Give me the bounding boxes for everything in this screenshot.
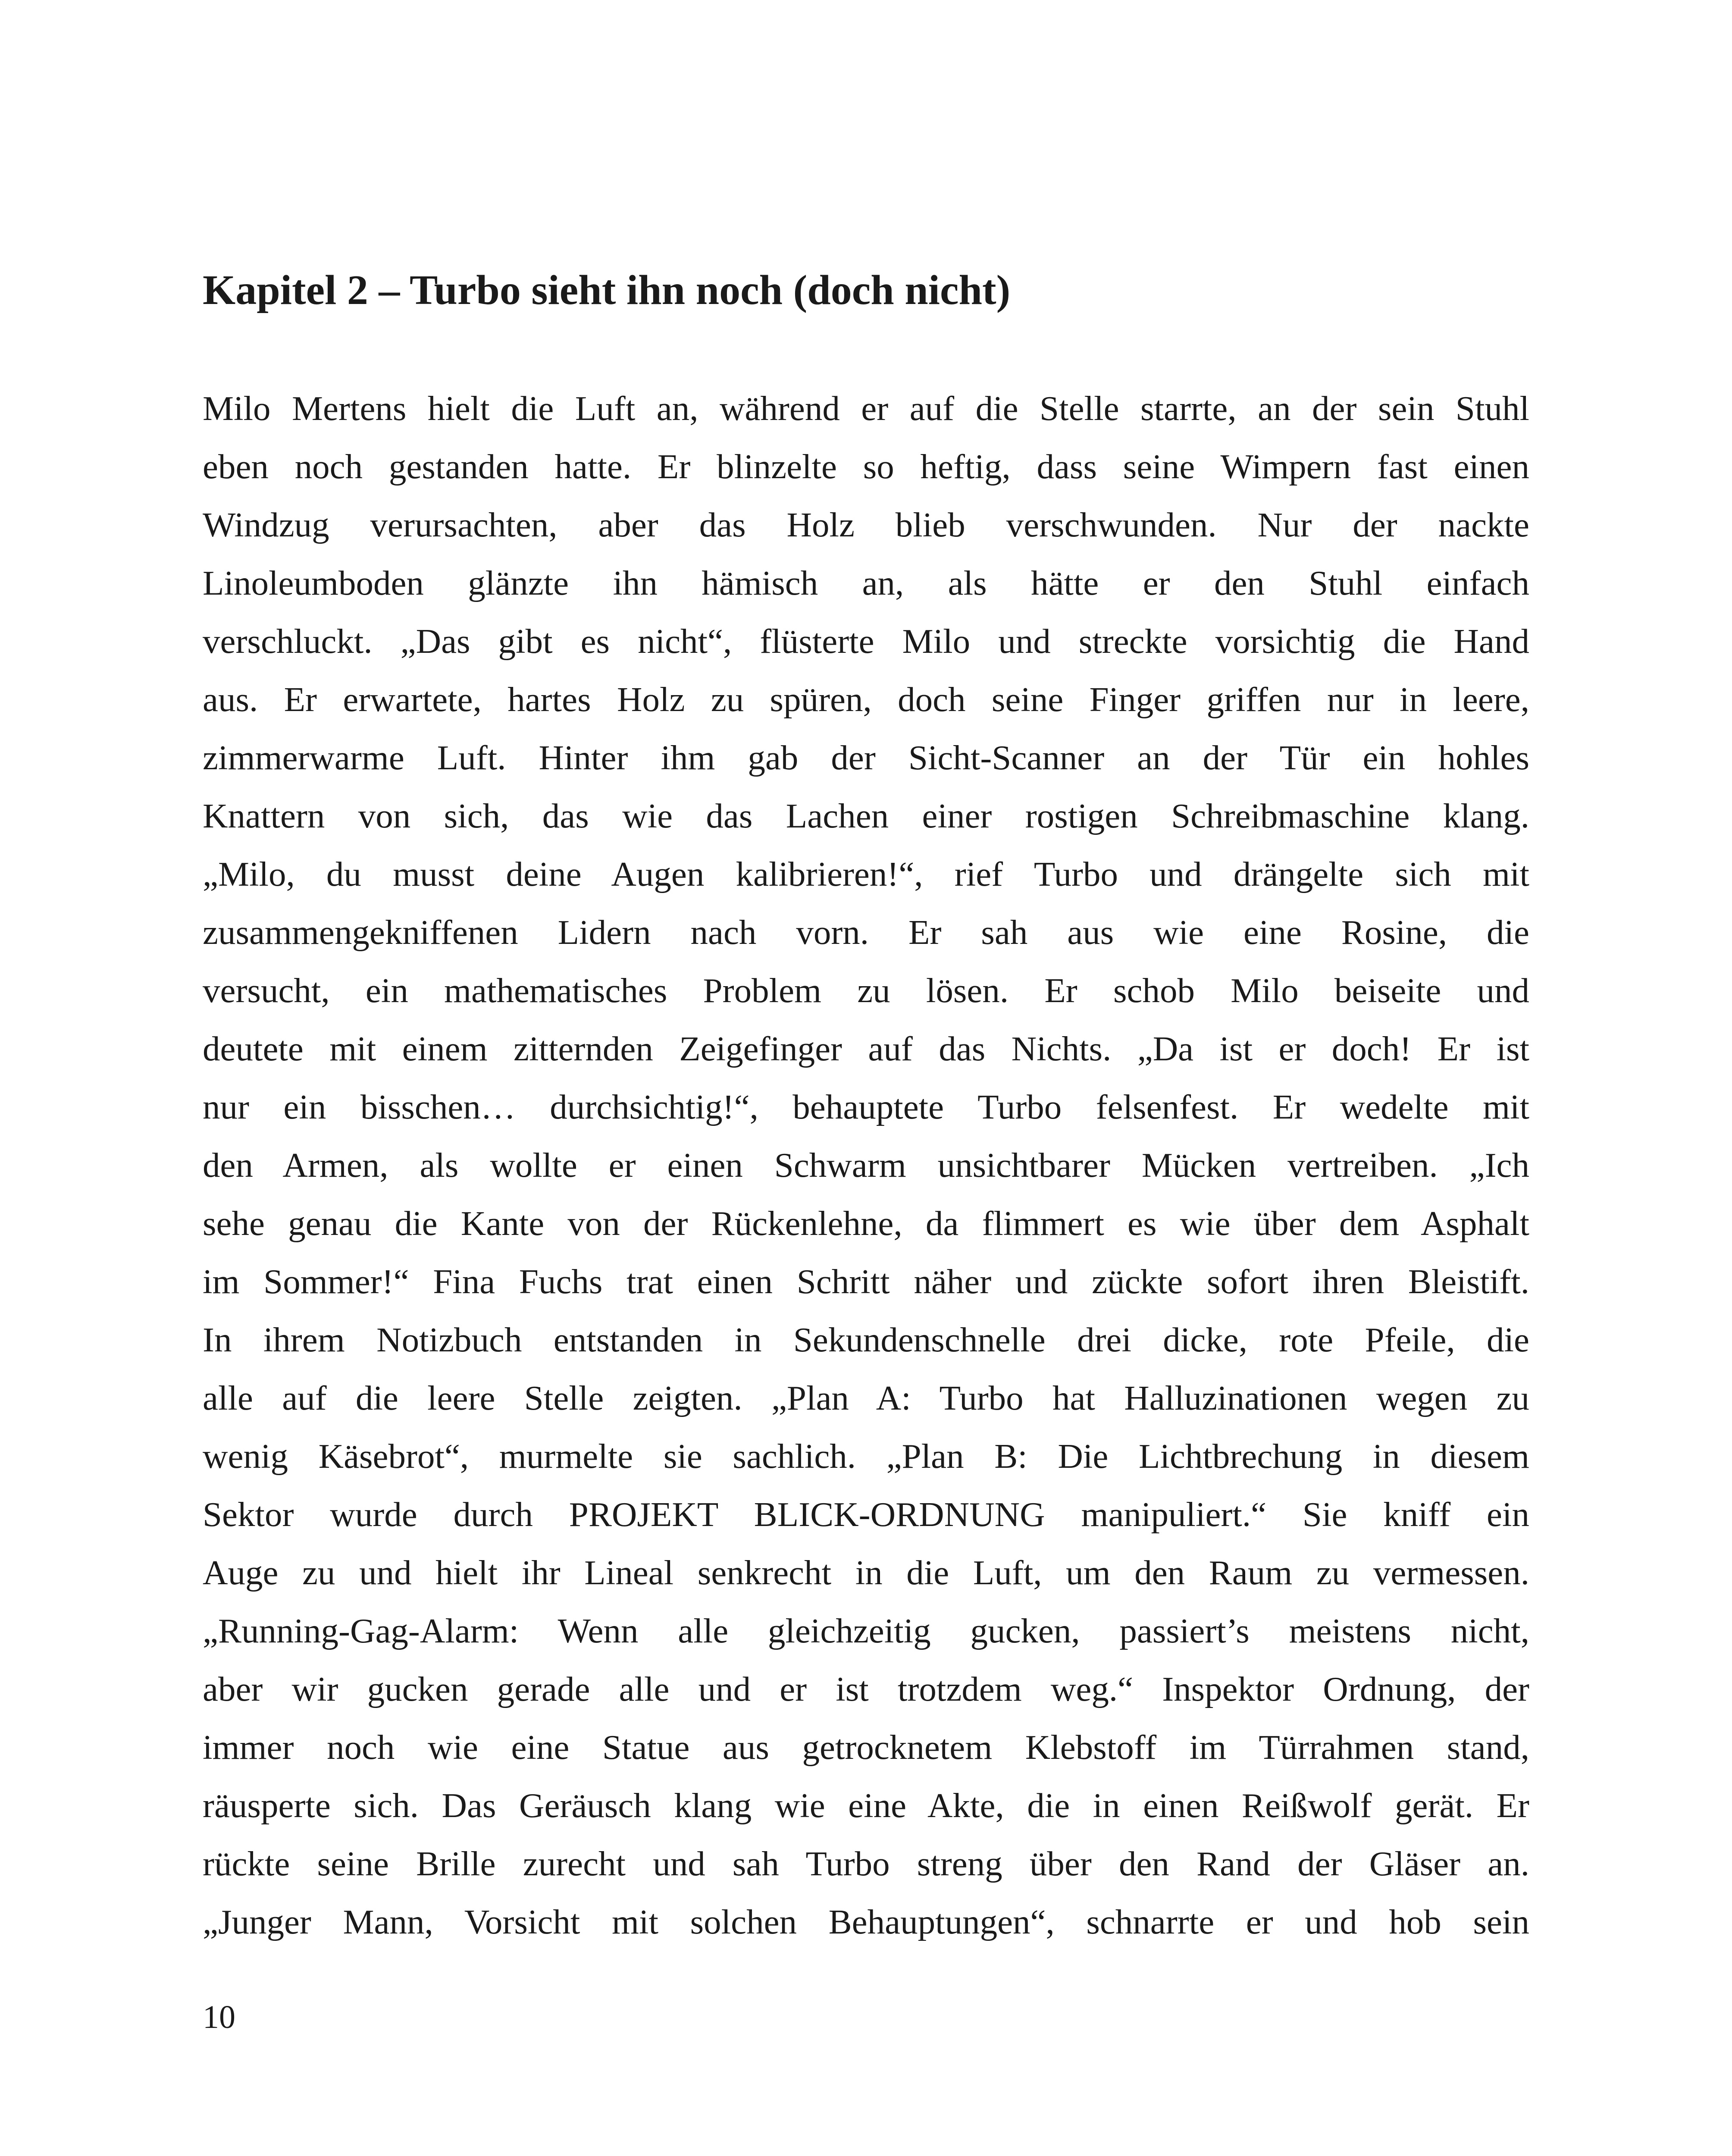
- text-line: im Sommer!“ Fina Fuchs trat einen Schritt näher und zückte sofort ihren Bleistift.: [203, 1262, 1529, 1301]
- text-line: wenig Käsebrot“, murmelte sie sachlich. „Plan B: Die Lichtbrechung in diesem: [203, 1437, 1529, 1476]
- text-line: In ihrem Notizbuch entstanden in Sekundenschnelle drei dicke, rote Pfeile, die: [203, 1320, 1529, 1359]
- text-line: sehe genau die Kante von der Rückenlehne, da flimmert es wie über dem Asphalt: [203, 1204, 1529, 1243]
- text-line: Auge zu und hielt ihr Lineal senkrecht in die Luft, um den Raum zu vermessen.: [203, 1553, 1529, 1592]
- body-paragraph: [203, 379, 1529, 1951]
- text-line: „Running-Gag-Alarm: Wenn alle gleichzeitig gucken, passiert’s meistens nicht,: [203, 1611, 1529, 1650]
- text-line: Sektor wurde durch PROJEKT BLICK-ORDNUNG manipuliert.“ Sie kniff ein: [203, 1495, 1529, 1534]
- text-line: versucht, ein mathematisches Problem zu lösen. Er schob Milo beiseite und: [203, 971, 1529, 1010]
- text-line: zusammengekniffenen Lidern nach vorn. Er sah aus wie eine Rosine, die: [203, 913, 1529, 952]
- text-line: rückte seine Brille zurecht und sah Turbo streng über den Rand der Gläser an.: [203, 1844, 1529, 1883]
- text-line: räusperte sich. Das Geräusch klang wie eine Akte, die in einen Reißwolf gerät. Er: [203, 1786, 1529, 1825]
- text-line: Linoleumboden glänzte ihn hämisch an, als hätte er den Stuhl einfach: [203, 564, 1529, 602]
- text-line: eben noch gestanden hatte. Er blinzelte so heftig, dass seine Wimpern fast einen: [203, 447, 1529, 486]
- text-line: „Milo, du musst deine Augen kalibrieren!“, rief Turbo und drängelte sich mit: [203, 855, 1529, 893]
- chapter-title: Kapitel 2 – Turbo sieht ihn noch (doch nicht): [203, 267, 1011, 313]
- text-line: zimmerwarme Luft. Hinter ihm gab der Sicht-Scanner an der Tür ein hohles: [203, 738, 1529, 777]
- text-line: immer noch wie eine Statue aus getrocknetem Klebstoff im Türrahmen stand,: [203, 1728, 1529, 1767]
- text-line: deutete mit einem zitternden Zeigefinger auf das Nichts. „Da ist er doch! Er ist: [203, 1029, 1529, 1068]
- text-line: Milo Mertens hielt die Luft an, während er auf die Stelle starrte, an der sein Stuhl: [203, 389, 1529, 428]
- text-line: aus. Er erwartete, hartes Holz zu spüren, doch seine Finger griffen nur in leere,: [203, 680, 1529, 719]
- text-line: alle auf die leere Stelle zeigten. „Plan A: Turbo hat Halluzinationen wegen zu: [203, 1379, 1529, 1417]
- text-line: aber wir gucken gerade alle und er ist trotzdem weg.“ Inspektor Ordnung, der: [203, 1670, 1529, 1708]
- text-line: Knattern von sich, das wie das Lachen einer rostigen Schreibmaschine klang.: [203, 796, 1529, 835]
- text-line: verschluckt. „Das gibt es nicht“, flüsterte Milo und streckte vorsichtig die Hand: [203, 622, 1529, 661]
- text-line: Windzug verursachten, aber das Holz blieb verschwunden. Nur der nackte: [203, 505, 1529, 544]
- text-line: den Armen, als wollte er einen Schwarm unsichtbarer Mücken vertreiben. „Ich: [203, 1146, 1529, 1185]
- text-line: nur ein bisschen… durchsichtig!“, behauptete Turbo felsenfest. Er wedelte mit: [203, 1087, 1529, 1126]
- page-number: 10: [203, 1999, 235, 2035]
- text-line: „Junger Mann, Vorsicht mit solchen Behauptungen“, schnarrte er und hob sein: [203, 1902, 1529, 1941]
